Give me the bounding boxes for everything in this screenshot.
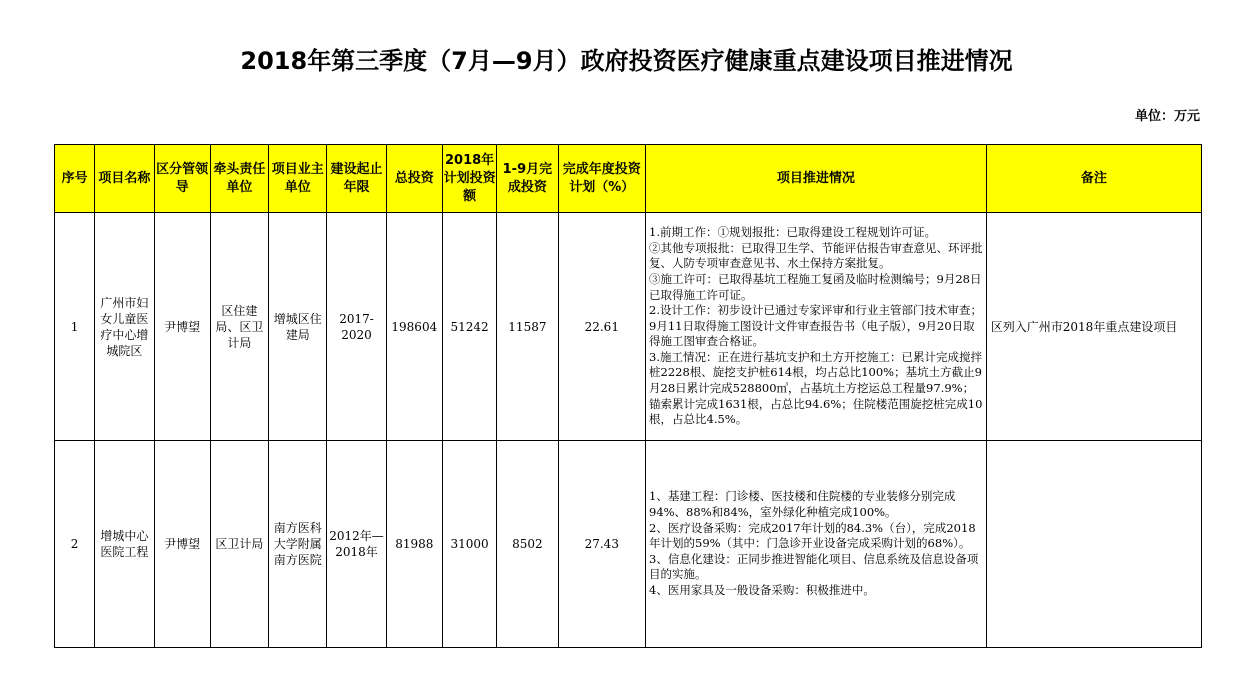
cell-period: 2012年—2018年 <box>327 441 386 648</box>
cell-project-name: 增城中心医院工程 <box>95 441 154 648</box>
header-lead-unit: 牵头责任单位 <box>210 145 268 213</box>
header-period: 建设起止年限 <box>327 145 386 213</box>
header-total-investment: 总投资 <box>386 145 442 213</box>
cell-lead-unit: 区住建局、区卫计局 <box>210 213 268 441</box>
table-row <box>55 213 1202 441</box>
cell-period: 2017-2020 <box>327 213 386 441</box>
table-row <box>55 441 1202 648</box>
cell-remarks <box>986 441 1201 648</box>
header-annual-completion-pct: 完成年度投资计划（%） <box>558 145 645 213</box>
cell-project-name: 广州市妇女儿童医疗中心增城院区 <box>95 213 154 441</box>
cell-district-leader: 尹博望 <box>154 213 210 441</box>
header-remarks: 备注 <box>986 145 1201 213</box>
cell-seq: 2 <box>55 441 95 648</box>
cell-owner-unit: 南方医科大学附属南方医院 <box>269 441 327 648</box>
table-header-row <box>55 145 1202 213</box>
cell-progress: 1、基建工程：门诊楼、医技楼和住院楼的专业装修分别完成94%、88%和84%，室外绿化种植完成100%。 2、医疗设备采购：完成2017年计划的84.3%（台），完成2018年计划的59%（其中：门急诊开业设备完成采购计划的68%）。 3、信息化建设：正同步推进智能化项目、信息系统及信息设备项目的实施。 4、医用家具及一般设备采购：积极推进中。 <box>646 441 987 648</box>
unit-label: 单位：万元 <box>1134 109 1200 124</box>
cell-plan-2018: 51242 <box>442 213 496 441</box>
header-progress: 项目推进情况 <box>646 145 987 213</box>
header-project-name: 项目名称 <box>95 145 154 213</box>
cell-seq: 1 <box>55 213 95 441</box>
header-district-leader: 区分管领导 <box>154 145 210 213</box>
page-title: 2018年第三季度（7月—9月）政府投资医疗健康重点建设项目推进情况 <box>240 47 1013 75</box>
cell-remarks: 区列入广州市2018年重点建设项目 <box>986 213 1201 441</box>
cell-owner-unit: 增城区住建局 <box>269 213 327 441</box>
cell-plan-2018: 31000 <box>442 441 496 648</box>
cell-total-investment: 198604 <box>386 213 442 441</box>
header-seq: 序号 <box>55 145 95 213</box>
cell-completed-1-9: 8502 <box>497 441 558 648</box>
header-completed-1-9: 1-9月完成投资 <box>497 145 558 213</box>
cell-completed-1-9: 11587 <box>497 213 558 441</box>
header-plan-2018: 2018年计划投资额 <box>442 145 496 213</box>
project-table <box>54 144 1202 648</box>
cell-lead-unit: 区卫计局 <box>210 441 268 648</box>
cell-district-leader: 尹博望 <box>154 441 210 648</box>
cell-annual-completion-pct: 22.61 <box>558 213 645 441</box>
cell-total-investment: 81988 <box>386 441 442 648</box>
header-owner-unit: 项目业主单位 <box>269 145 327 213</box>
cell-progress: 1.前期工作：①规划报批：已取得建设工程规划许可证。 ②其他专项报批：已取得卫生学、节能评估报告审查意见、环评批复、人防专项审查意见书、水土保持方案批复。 ③施工许可：已取得基坑工程施工复函及临时检测编号；9月28日已取得施工许可证。 2.设计工作：初步设计已通过专家评审和行业主管部门技术审查；9月11日取得施工图设计文件审查报告书（电子版），9月20日取得施工图审查合格证。 3.施工情况：正在进行基坑支护和土方开挖施工：已累计完成搅拌桩2228根、旋挖支护桩614根，均占总比100%；基坑土方截止9月28日累计完成528800㎥，占基坑土方挖运总工程量97.9%；锚索累计完成1631根，占总比94.6%；住院楼范围旋挖桩完成10根，占总比4.5%。 <box>646 213 987 441</box>
cell-annual-completion-pct: 27.43 <box>558 441 645 648</box>
